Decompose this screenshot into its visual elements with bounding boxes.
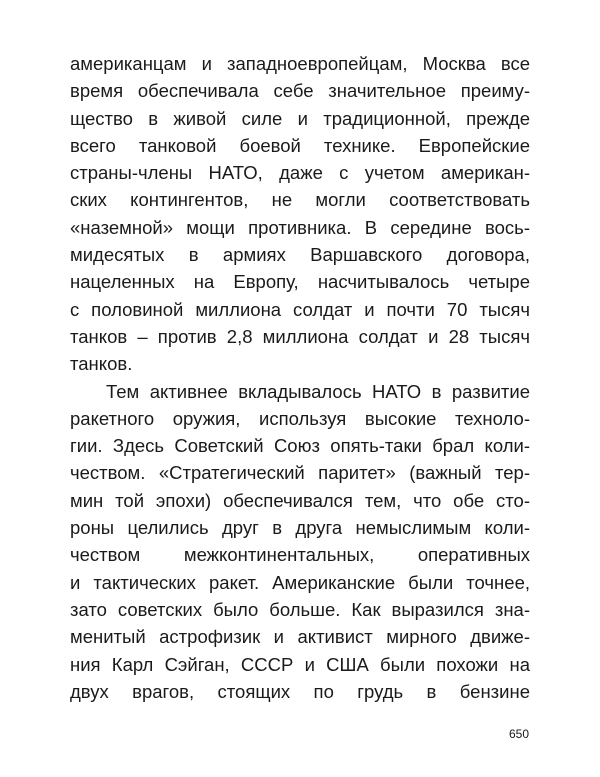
text-line: чеством межконтинентальных, оперативных [70,544,530,566]
text-line: чеством. «Стратегический паритет» (важный тер- [70,462,530,484]
text-line: мидесятых в армиях Варшавского договора, [70,244,530,266]
text-line: менитый астрофизик и активист мирного движе- [70,626,530,648]
text-line: ракетного оружия, используя высокие техноло- [70,407,530,429]
text-line: роны целились друг в друга немыслимым коли- [70,517,530,539]
text-line: страны-члены НАТО, даже с учетом американ- [70,162,530,184]
page-number: 650 [509,727,530,741]
text-line: Тем активнее вкладывалось НАТО в развитие [106,380,530,402]
text-line: зато советских было больше. Как выразился зна- [70,598,530,620]
paragraph-2 [70,378,530,706]
text-line: «наземной» мощи противника. В середине вось- [70,216,530,238]
text-line: ских контингентов, не могли соответствовать [70,189,530,211]
text-line: мин той эпохи) обеспечивался тем, что обе сто- [70,489,530,511]
text-line: с половиной миллиона солдат и почти 70 тысяч [70,298,530,320]
text-line: время обеспечивала себе значительное преиму- [70,80,530,102]
text-line: всего танковой боевой технике. Европейские [70,134,530,156]
text-line: ния Карл Сэйган, СССР и США были похожи на [70,653,530,675]
text-line: танков. [70,353,133,375]
text-line: танков – против 2,8 миллиона солдат и 28 тысяч [70,325,530,347]
text-line: американцам и западноевропейцам, Москва все [70,53,530,74]
text-line: гии. Здесь Советский Союз опять-таки брал коли- [70,435,530,457]
page-body [70,50,530,705]
text-line: нацеленных на Европу, насчитывалось четыре [70,271,530,293]
text-line: щество в живой силе и традиционной, прежде [70,107,530,129]
paragraph-1 [70,50,530,378]
text-line: и тактических ракет. Американские были точнее, [70,571,530,593]
text-line: двух врагов, стоящих по грудь в бензине [70,680,530,702]
